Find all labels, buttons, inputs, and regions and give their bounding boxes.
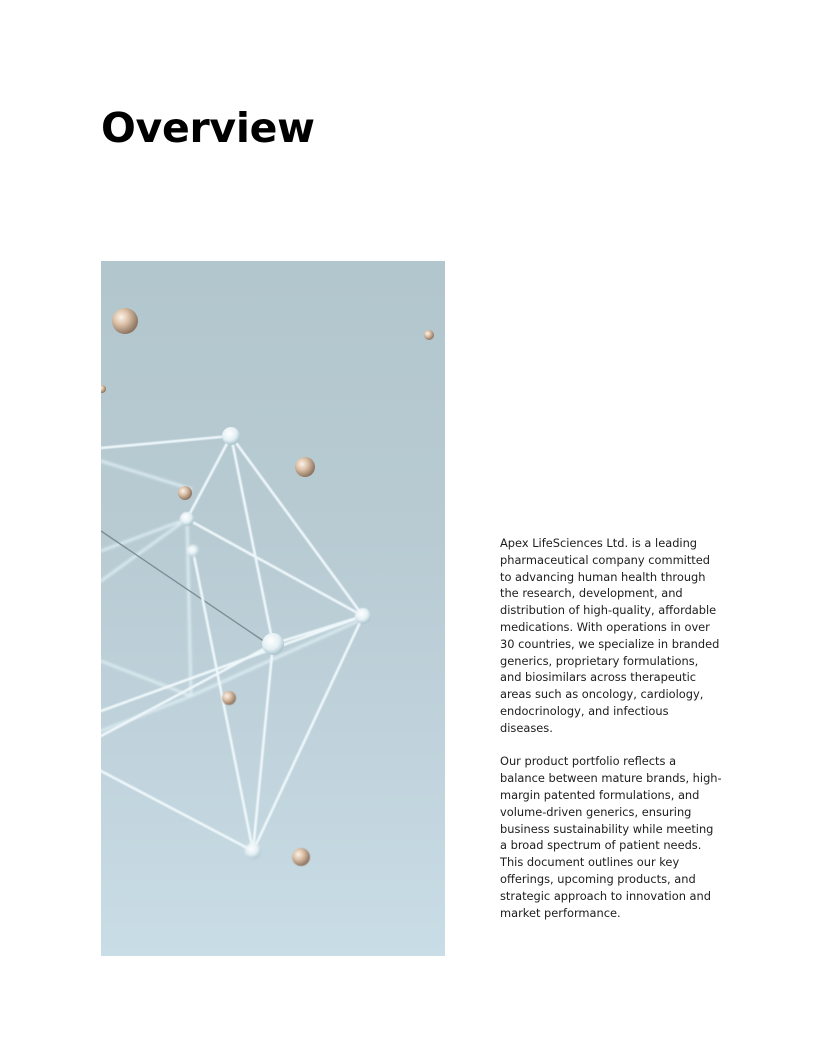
overview-paragraph-1: Apex LifeSciences Ltd. is a leading pharmaceutical company committed to advancing human health through the research, development, and distribution of high-quality, affordable medications. With operations in over 30 countries, we specialize in branded generics, proprietary formulations, and biosimilars across therapeutic areas such as oncology, cardiology, endocrinology, and infectious diseases. xyxy=(500,536,720,735)
dark-strut xyxy=(101,531,271,646)
page-title: Overview xyxy=(101,104,315,152)
overview-paragraph-2: Our product portfolio reflects a balance between mature brands, high-margin patented formulations, and volume-driven generics, ensuring business sustainability while meeting a broad spectrum of patient needs. This document outlines our key offerings, upcoming products, and strategic approach to innovation and market performance. xyxy=(500,754,722,920)
molecular-structure-illustration xyxy=(101,261,445,956)
overview-body xyxy=(500,535,722,921)
hero-image xyxy=(101,261,445,956)
